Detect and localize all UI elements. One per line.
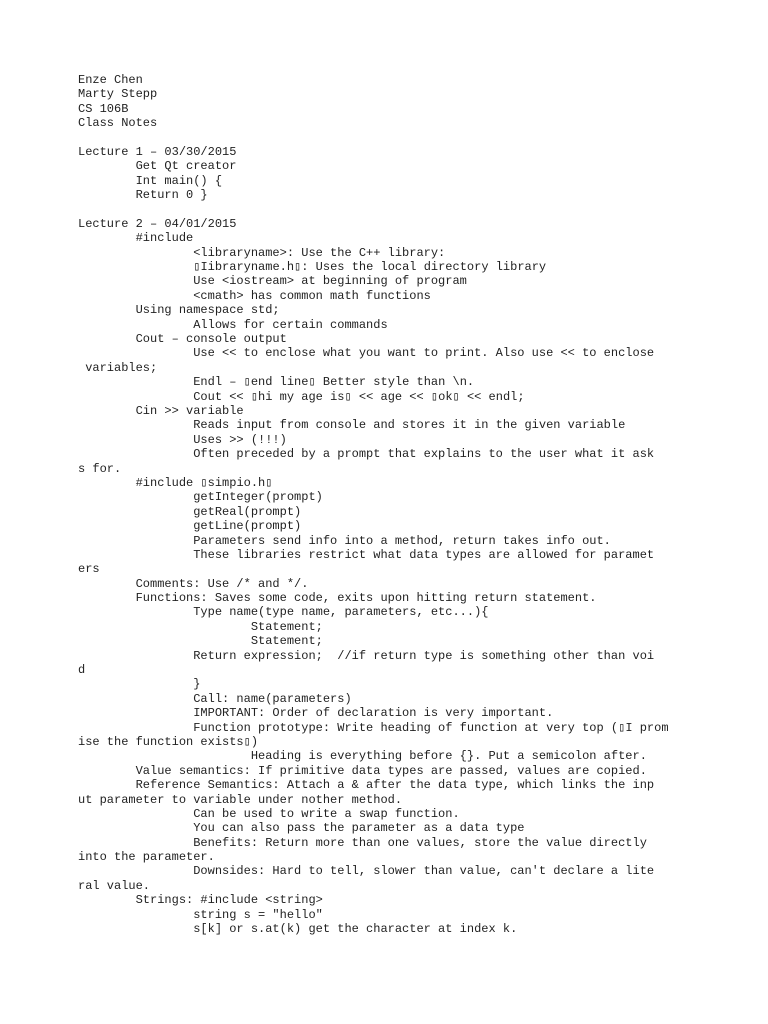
text-line: Comments: Use /* and */. (78, 576, 309, 591)
text-line: getInteger(prompt) (78, 490, 323, 505)
text-line: Uses >> (!!!) (78, 432, 287, 447)
text-line: ▯Iibraryname.h▯: Uses the local directory library (78, 260, 547, 275)
text-line: getReal(prompt) (78, 504, 302, 519)
text-line (78, 203, 718, 217)
text-line: Reference Semantics: Attach a & after the data type, which links the inp (78, 778, 655, 793)
text-line: Using namespace std; (78, 303, 280, 318)
text-line: You can also pass the parameter as a data type (78, 821, 525, 836)
text-line: ut parameter to variable under nother method. (78, 792, 403, 807)
text-line: IMPORTANT: Order of declaration is very important. (78, 706, 554, 721)
text-line: ers (78, 562, 100, 577)
text-line: <libraryname>: Use the C++ library: (78, 245, 446, 260)
text-line: CS 106B (78, 101, 129, 116)
text-line: Lecture 1 – 03/30/2015 (78, 144, 237, 159)
text-line: #include ▯simpio.h▯ (78, 475, 273, 490)
text-line: } (78, 677, 201, 692)
text-line: d (78, 663, 86, 678)
text-line: Cin >> variable (78, 403, 244, 418)
text-line: Can be used to write a swap function. (78, 806, 460, 821)
text-line: variables; (78, 360, 158, 375)
text-line: s for. (78, 461, 122, 476)
text-line: Benefits: Return more than one values, store the value directly (78, 835, 647, 850)
text-line: <cmath> has common math functions (78, 288, 431, 303)
text-line: Strings: #include <string> (78, 893, 323, 908)
text-line: #include (78, 231, 194, 246)
text-line: Use <iostream> at beginning of program (78, 274, 467, 289)
text-line: Cout << ▯hi my age is▯ << age << ▯ok▯ << endl; (78, 389, 525, 404)
text-line: Call: name(parameters) (78, 691, 352, 706)
text-line (78, 131, 718, 145)
text-line: Type name(type name, parameters, etc...){ (78, 605, 489, 620)
text-line: Often preceded by a prompt that explains to the user what it ask (78, 447, 655, 462)
text-line: Function prototype: Write heading of function at very top (▯I prom (78, 720, 669, 735)
text-line: Statement; (78, 619, 323, 634)
text-line: Return expression; //if return type is something other than voi (78, 648, 655, 663)
text-line: Endl – ▯end line▯ Better style than \n. (78, 375, 475, 390)
text-line: Lecture 2 – 04/01/2015 (78, 216, 237, 231)
text-line: Value semantics: If primitive data types are passed, values are copied. (78, 763, 647, 778)
text-line: into the parameter. (78, 850, 215, 865)
text-line: Class Notes (78, 116, 158, 131)
text-line: ral value. (78, 878, 151, 893)
text-line: Reads input from console and stores it in the given variable (78, 418, 626, 433)
text-line: ise the function exists▯) (78, 734, 259, 749)
text-line: Statement; (78, 634, 323, 649)
text-line: Downsides: Hard to tell, slower than value, can't declare a lite (78, 864, 655, 879)
text-line: Parameters send info into a method, return takes info out. (78, 533, 611, 548)
text-line: These libraries restrict what data types are allowed for paramet (78, 547, 655, 562)
text-line: Heading is everything before {}. Put a semicolon after. (78, 749, 647, 764)
text-line: s[k] or s.at(k) get the character at index k. (78, 922, 518, 937)
text-line: Int main() { (78, 173, 223, 188)
text-line: Cout – console output (78, 332, 287, 347)
text-line: Get Qt creator (78, 159, 237, 174)
text-line: Use << to enclose what you want to print. Also use << to enclose (78, 346, 655, 361)
text-line: string s = "hello" (78, 907, 323, 922)
text-line: Enze Chen (78, 73, 143, 87)
text-line: Functions: Saves some code, exits upon hitting return statement. (78, 591, 597, 606)
text-line: Marty Stepp (78, 87, 158, 102)
text-line: getLine(prompt) (78, 519, 302, 534)
text-line: Return 0 } (78, 188, 208, 203)
notes-text-block (78, 73, 718, 936)
text-line: Allows for certain commands (78, 317, 388, 332)
